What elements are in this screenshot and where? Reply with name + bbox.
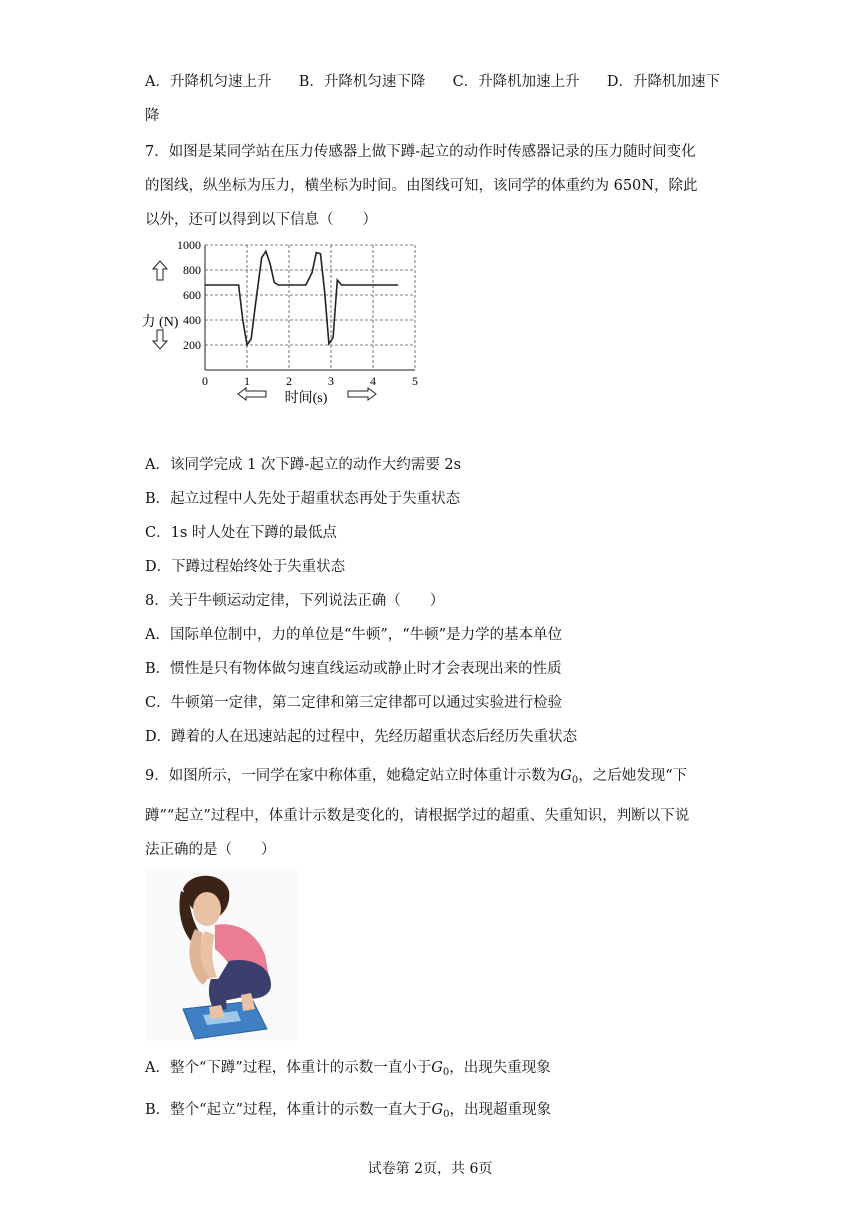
q9-option-b-pre: B．整个“起立”过程，体重计的示数一直大于: [145, 1102, 432, 1118]
q7-option-a: A．该同学完成 1 次下蹲-起立的动作大约需要 2s: [145, 457, 462, 473]
q6-option-a: A．升降机匀速上升: [145, 74, 272, 90]
q8-option-b: B．惯性是只有物体做匀速直线运动或静止时才会表现出来的性质: [145, 661, 562, 677]
g0-symbol: G: [431, 1060, 443, 1076]
x-tick-label: 0: [202, 374, 208, 388]
q7-option-b: B．起立过程中人先处于超重状态再处于失重状态: [145, 491, 461, 507]
g0-subscript: 0: [443, 1109, 450, 1120]
chart-x-label: [238, 388, 376, 406]
q8-option-c: C．牛顿第一定律，第二定律和第三定律都可以通过实验进行检验: [145, 695, 563, 711]
g0-symbol: G: [431, 1102, 444, 1118]
q9-stem-line1-pre: 9．如图所示，一同学在家中称体重，她稳定站立时体重计示数为: [145, 768, 561, 784]
left-arrow-icon: [238, 388, 266, 400]
q6-option-b: B．升降机匀速下降: [298, 74, 426, 90]
force-curve: [205, 251, 398, 345]
x-tick-label: 5: [412, 374, 418, 388]
q9-option-a-post: ，出现失重现象: [449, 1060, 551, 1076]
q9-option-b: [145, 1100, 551, 1125]
q6-option-d: D．升降机加速下: [606, 74, 721, 90]
q8-option-a: A．国际单位制中，力的单位是“牛顿”，“牛顿”是力学的基本单位: [145, 627, 563, 643]
x-label-text: 时间(s): [284, 391, 328, 406]
q9-stem-line3: 法正确的是（ ）: [145, 842, 276, 858]
q6-option-d-continued: 降: [145, 108, 160, 124]
x-tick-label: 4: [370, 374, 376, 388]
y-tick-label: 200: [183, 338, 201, 352]
squatting-girl-on-scale-photo: [145, 869, 297, 1041]
up-arrow-icon: [153, 261, 167, 280]
chart-axes: [205, 245, 415, 370]
q9-option-a: [145, 1058, 551, 1083]
y-tick-label: 1000: [177, 238, 201, 252]
x-tick-label: 1: [244, 374, 250, 388]
q7-stem-line1: 7．如图是某同学站在压力传感器上做下蹲-起立的动作时传感器记录的压力随时间变化: [145, 144, 696, 160]
q8-option-d: D．蹲着的人在迅速站起的过程中，先经历超重状态后经历失重状态: [145, 729, 578, 745]
q6-options-row: [145, 72, 720, 92]
chart-y-label: [142, 261, 179, 349]
g0-subscript: 0: [442, 1067, 450, 1078]
q7-option-c: C．1s 时人处在下蹲的最低点: [145, 525, 337, 541]
chart-grid: [205, 245, 415, 370]
right-arrow-icon: [348, 388, 376, 400]
q7-option-d: D．下蹲过程始终处于失重状态: [145, 559, 346, 575]
down-arrow-icon: [153, 330, 167, 349]
page-footer: 试卷第 2页，共 6页: [367, 1161, 493, 1177]
q8-stem: 8．关于牛顿运动定律，下列说法正确（ ）: [145, 593, 445, 609]
chart-y-ticks: [177, 238, 201, 352]
q9-stem-line2: 蹲”“起立”过程中，体重计示数是变化的，请根据学过的超重、失重知识，判断以下说: [145, 808, 690, 824]
q9-stem-line1-post: ，之后她发现“下: [578, 768, 688, 784]
q6-option-c: C．升降机加速上升: [452, 74, 580, 90]
q7-stem-line3: 以外，还可以得到以下信息（ ）: [145, 212, 377, 228]
q9-option-b-post: ，出现超重现象: [449, 1102, 551, 1118]
y-label-text: 力 (N): [141, 315, 179, 330]
y-tick-label: 600: [183, 288, 201, 302]
y-tick-label: 800: [183, 263, 201, 277]
g0-subscript: 0: [571, 775, 579, 786]
g0-symbol: G: [560, 768, 572, 784]
q9-option-a-pre: A．整个“下蹲”过程，体重计的示数一直小于: [145, 1060, 432, 1076]
y-tick-label: 400: [183, 313, 201, 327]
q9-stem-line1: [145, 766, 687, 791]
x-tick-label: 2: [286, 374, 292, 388]
force-time-chart: [140, 236, 430, 416]
chart-x-ticks: [202, 374, 418, 388]
x-tick-label: 3: [328, 374, 334, 388]
q7-stem-line2: 的图线，纵坐标为压力，横坐标为时间。由图线可知，该同学的体重约为 650N，除此: [145, 178, 698, 194]
